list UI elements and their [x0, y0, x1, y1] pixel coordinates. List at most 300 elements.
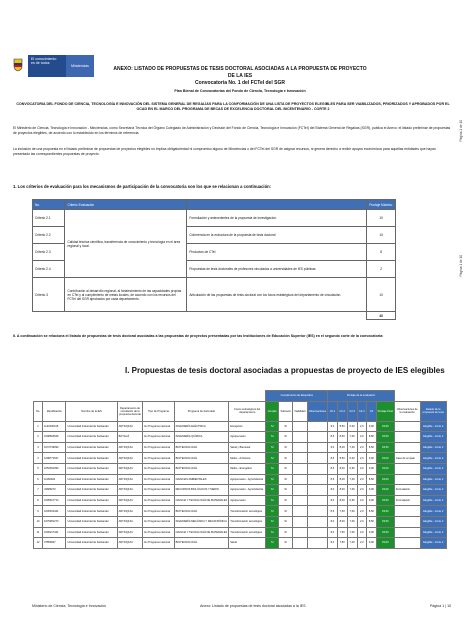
cell-obs: [307, 453, 328, 464]
cell-tipo: En Programa nacional: [143, 474, 174, 485]
cell-cumple: SI: [266, 485, 279, 496]
cell-cumple: SI: [266, 474, 279, 485]
cell-c4: 2,0: [357, 527, 367, 538]
criteria-total: 40: [367, 312, 396, 320]
cell-c3: 7,00: [347, 474, 357, 485]
cell-c3: 7,00: [347, 516, 357, 527]
cell-via: [293, 442, 308, 453]
cell-n: 11: [34, 527, 43, 538]
cell-c1: 8,0: [328, 495, 338, 506]
cell-c1: 8,0: [328, 527, 338, 538]
footer-left: Ministerio de Ciencia, Tecnología e Innovación: [32, 604, 107, 608]
cell-cumple: SI: [266, 506, 279, 517]
table-row: [34, 442, 447, 453]
table-row: [33, 278, 396, 312]
cell-total: 33,50: [376, 516, 394, 527]
side-label-middle: Página 1 de 10: [459, 255, 463, 277]
cell-obs: [307, 527, 328, 538]
cell-c4: 2,0: [357, 421, 367, 432]
cell-estado: Elegible - Corte 2: [420, 474, 446, 485]
cell-c2: 8,00: [337, 516, 347, 527]
cell-via: [293, 453, 308, 464]
cell-via: [293, 432, 308, 443]
cell-ies: Universidad Industrial de Santander: [66, 495, 117, 506]
cell-c2: 8,00: [337, 485, 347, 496]
cell-sub: SI: [279, 463, 293, 474]
cell-c3: 7,00: [347, 442, 357, 453]
cell-foco: Transformación tecnológica: [229, 527, 266, 538]
col-header: C2.2: [337, 401, 347, 421]
cell-c5: 9,00: [367, 485, 377, 496]
cell-prog: CIENCIA Y TECNOLOGÍA DE MATERIALES: [174, 527, 229, 538]
cell-dep: ANTIOQUIA: [117, 474, 143, 485]
criteria-id: Criterio 2.4: [33, 261, 65, 278]
cell-n: 3: [34, 442, 43, 453]
criteria-score: 10: [367, 278, 396, 312]
cell-c4: 2,0: [357, 474, 367, 485]
table-row: [34, 506, 447, 517]
cell-estado: Elegible - Corte 2: [420, 442, 446, 453]
cell-obs: [307, 432, 328, 443]
table-row: [34, 516, 447, 527]
cell-prog: CIENCIAS AMBIENTALES: [174, 474, 229, 485]
criteria-id: Criterio 2.2: [33, 227, 65, 244]
cell-c4: 2,0: [357, 442, 367, 453]
cell-estado: Elegible - Corte 2: [420, 527, 446, 538]
group-header-requisitos: Cumplimiento de Requisitos: [266, 391, 328, 402]
cell-c5: 8,50: [367, 432, 377, 443]
cell-estado: Elegible - Corte 2: [420, 538, 446, 549]
cell-via: [293, 421, 308, 432]
criteria-sub: Formulación y antecedentes de la propuesta de investigación.: [187, 210, 367, 227]
cell-prog: BIOTECNOLOGÍA: [174, 506, 229, 517]
proposals-group-row: [34, 391, 447, 402]
footer-right: Página 1 | 10: [430, 604, 452, 608]
table-row: [34, 432, 447, 443]
criteria-sub: Propuestas de tesis doctorales de profesores vinculados a universidades de IES públicas: [187, 261, 367, 278]
cell-n: 9: [34, 506, 43, 517]
cell-sub: SI: [279, 485, 293, 496]
cell-estado: Elegible - Corte 2: [420, 516, 446, 527]
col-header: C2.4: [357, 401, 367, 421]
cell-foco: Medio - Energético: [229, 463, 266, 474]
cell-tipo: En Programa nacional: [143, 442, 174, 453]
cell-c2: 7,50: [337, 538, 347, 549]
cell-obs: [307, 442, 328, 453]
cell-c1: 9,0: [328, 421, 338, 432]
cell-ies: Universidad Industrial de Santander: [66, 527, 117, 538]
cell-c4: 2,0: [357, 538, 367, 549]
cell-c2: 7,50: [337, 506, 347, 517]
cell-tipo: En Programa nacional: [143, 432, 174, 443]
cell-dep: ANTIOQUIA: [117, 495, 143, 506]
cell-id: 1096217441: [43, 527, 66, 538]
cell-c1: 8,5: [328, 506, 338, 517]
cell-foco: Transformación tecnológica: [229, 516, 266, 527]
cell-c4: 2,0: [357, 463, 367, 474]
cell-obs: [307, 421, 328, 432]
col-header: No.: [34, 401, 43, 421]
cell-c2: 8,50: [337, 421, 347, 432]
cell-ies: Universidad Industrial de Santander: [66, 506, 117, 517]
cell-c3: 7,00: [347, 506, 357, 517]
col-header: Tipo de Programa: [143, 401, 174, 421]
cell-c5: 8,50: [367, 506, 377, 517]
cell-dep: ANTIOQUIA: [117, 463, 143, 474]
table-row: [34, 495, 447, 506]
intro-paragraph: El Ministerio de Ciencia, Tecnología e Innovación - Minciencias, como Secretaría Técnica del Órgano Colegiado de Administración y Decisión del Fondo de Ciencia, Tecnología e Innovación (FCTeI) del Sistema General de Regalías (SGR), publica el Anexo: el listado preliminar de propuestas de proyectos elegibles, de acuerdo con lo establecido en los términos de referencia.: [13, 126, 451, 135]
logo-org: Minciencias: [66, 55, 94, 77]
cell-total: 34,00: [376, 453, 394, 464]
cell-prog: RECURSOS BIOLÓGICOS Y MEDIO: [174, 485, 229, 496]
cell-via: [293, 516, 308, 527]
cell-id: 1072739090: [43, 442, 66, 453]
cell-c2: 8,50: [337, 453, 347, 464]
cell-n: 7: [34, 485, 43, 496]
group-header-puntaje: Puntaje de la evaluación: [328, 391, 395, 402]
cell-obs: [307, 474, 328, 485]
cell-sub: SI: [279, 432, 293, 443]
proposals-body: [34, 421, 447, 548]
cell-cumple: SI: [266, 516, 279, 527]
criteria-id: Criterio 3: [33, 278, 65, 312]
table-row: [34, 474, 447, 485]
cell-dep: ANTIOQUIA: [117, 421, 143, 432]
footer-center: Anexo: Listado de propuestas de tesis doctoral asociadas a la IES: [200, 604, 306, 608]
cell-estado: Elegible - Corte 2: [420, 495, 446, 506]
cell-ies: Universidad Industrial de Santander: [66, 474, 117, 485]
cell-c5: 8,50: [367, 442, 377, 453]
cell-eobs: [394, 463, 420, 474]
cell-ies: Universidad Industrial de Santander: [66, 538, 117, 549]
cell-eobs: [394, 506, 420, 517]
cell-total: 33,50: [376, 495, 394, 506]
col-header: Cumple: [266, 401, 279, 421]
cell-foco: Salud y Bienestar: [229, 442, 266, 453]
cell-dep: ANTIOQUIA: [117, 527, 143, 538]
col-header: C2.1: [328, 401, 338, 421]
cell-obs: [307, 516, 328, 527]
cell-sub: SI: [279, 527, 293, 538]
col-header: Focos estratégicos del departamento: [229, 401, 266, 421]
cell-foco: Energético: [229, 421, 266, 432]
cell-tipo: En Programa nacional: [143, 421, 174, 432]
cell-foco: Agropecuario - Agroindustria: [229, 474, 266, 485]
cell-cumple: SI: [266, 538, 279, 549]
disclaimer-paragraph: La inclusión de una propuesta en el listado preliminar de propuestas de proyectos elegibles no implica obligatoriedad ni compromiso alguno de Minciencias o del FCTeI del SGR de asignar recursos, ni genera derecho a recibir apoyos económicos para aquellas entidades que hayan presentado las correspondientes propuestas de proyecto.: [13, 147, 436, 156]
cell-estado: Elegible - Corte 2: [420, 506, 446, 517]
cell-id: 11182024: [43, 474, 66, 485]
criteria-score: 8: [367, 244, 396, 261]
cell-estado: Elegible - Corte 2: [420, 463, 446, 474]
cell-cumple: SI: [266, 453, 279, 464]
cell-sub: SI: [279, 495, 293, 506]
cell-via: [293, 463, 308, 474]
cell-c5: 9,00: [367, 421, 377, 432]
cell-via: [293, 474, 308, 485]
cell-c1: 8,5: [328, 463, 338, 474]
cell-c5: 9,00: [367, 527, 377, 538]
criteria-header-sub: [187, 200, 367, 210]
cell-total: 34,00: [376, 474, 394, 485]
cell-total: 34,50: [376, 442, 394, 453]
cell-sub: SI: [279, 442, 293, 453]
cell-total: 34,00: [376, 485, 394, 496]
proposals-header-row: [34, 401, 447, 421]
cell-id: 1005310441: [43, 506, 66, 517]
table-row: [34, 527, 447, 538]
cell-c1: 8,5: [328, 432, 338, 443]
cell-n: 2: [34, 432, 43, 443]
table-row: [34, 463, 447, 474]
logo-line1: El conocimiento: [31, 57, 57, 61]
cell-foco: Agropecuario: [229, 495, 266, 506]
cell-total: 33,50: [376, 506, 394, 517]
cell-estado: Elegible - Corte 2: [420, 421, 446, 432]
cell-prog: INGENIERÍA ELÉCTRICA: [174, 421, 229, 432]
cell-id: 1052391090: [43, 463, 66, 474]
criteria-sub: Productos de CTeI: [187, 244, 367, 261]
cell-c3: 6,00: [347, 421, 357, 432]
cell-n: 10: [34, 516, 43, 527]
cell-id: 34689273: [43, 485, 66, 496]
cell-prog: BIOTECNOLOGÍA: [174, 442, 229, 453]
cell-c3: 6,50: [347, 495, 357, 506]
minciencias-logo: [28, 55, 94, 77]
cell-tipo: En Programa nacional: [143, 516, 174, 527]
cell-sub: SI: [279, 453, 293, 464]
plan-subtitle: Plan Bienal de Convocatorias del Fondo de Ciencia, Tecnología e Innovación: [174, 89, 306, 93]
cell-estado: Elegible - Corte 2: [420, 432, 446, 443]
cell-via: [293, 527, 308, 538]
criteria-score: 10: [367, 227, 396, 244]
cell-total: 34,00: [376, 463, 394, 474]
cell-foco: Agropecuario: [229, 432, 266, 443]
cell-tipo: En Programa nacional: [143, 463, 174, 474]
cell-foco: Salud: [229, 538, 266, 549]
cell-c4: 2,0: [357, 495, 367, 506]
table-row: [34, 485, 447, 496]
cell-eobs: [394, 432, 420, 443]
cell-tipo: En Programa nacional: [143, 453, 174, 464]
criteria-id: Criterio 2.3: [33, 244, 65, 261]
criteria-score: 2: [367, 261, 396, 278]
cell-cumple: SI: [266, 421, 279, 432]
cell-eobs: Formulación: [394, 485, 420, 496]
cell-c5: 8,50: [367, 516, 377, 527]
cell-dep: ANTIOQUIA: [117, 516, 143, 527]
cell-c1: 8,0: [328, 516, 338, 527]
cell-total: 33,50: [376, 538, 394, 549]
cell-cumple: SI: [266, 463, 279, 474]
cell-n: 6: [34, 474, 43, 485]
cell-obs: [307, 506, 328, 517]
col-header: Departamento de vinculación de la propuesta doctoral: [117, 401, 143, 421]
cell-c5: 9,00: [367, 463, 377, 474]
cell-c2: 8,50: [337, 432, 347, 443]
cell-obs: [307, 538, 328, 549]
cell-dep: ANTIOQUIA: [117, 442, 143, 453]
cell-ies: Universidad Industrial de Santander: [66, 421, 117, 432]
cell-eobs: [394, 516, 420, 527]
cell-via: [293, 506, 308, 517]
cell-cumple: SI: [266, 442, 279, 453]
col-header: Observaciones: [307, 401, 328, 421]
cell-ies: Universidad Industrial de Santander: [66, 442, 117, 453]
cell-c2: 8,00: [337, 474, 347, 485]
cell-c3: 7,00: [347, 538, 357, 549]
table-row: [34, 538, 447, 549]
cell-id: 1120430415: [43, 421, 66, 432]
col-header: Estado de la propuesta de tesis: [420, 401, 446, 421]
convocatoria-heading: CONVOCATORIA DEL FONDO DE CIENCIA, TECNOLOGÍA E INNOVACIÓN DEL SISTEMA GENERAL DE REGALÍAS PARA LA CONFORMACIÓN DE UNA LISTA DE PROYECTOS ELEGIBLES PARA SER VIABILIZADOS, PRIORIZADOS Y APROBADOS POR EL OCAD EN EL MARCO DEL PROGRAMA DE BECAS DE EXCELENCIA DOCTORAL DEL BICENTENARIO - CORTE 2: [16, 102, 450, 111]
side-label-top: Página 1 de 10: [459, 120, 463, 142]
cell-obs: [307, 485, 328, 496]
col-header: Identificación: [43, 401, 66, 421]
cell-dep: ANTIOQUIA: [117, 538, 143, 549]
title-line2: Convocatoria No. 1 del FCTeI del SGR: [195, 80, 285, 86]
cell-via: [293, 495, 308, 506]
criteria-desc: Contribución al desarrollo regional, al fortalecimiento de las capacidades propias en CTeI y al cumplimiento de metas locales, de acuerdo con los recursos del FCTeI del SGR aprobados por cada departamento.: [65, 278, 187, 312]
cell-ies: Universidad Industrial de Santander: [66, 463, 117, 474]
cell-estado: Elegible - Corte 2: [420, 485, 446, 496]
cell-c5: 9,00: [367, 453, 377, 464]
cell-obs: [307, 495, 328, 506]
cell-eobs: Caso de empate: [394, 453, 420, 464]
cell-tipo: En Programa nacional: [143, 538, 174, 549]
table-row: [33, 210, 396, 227]
proposals-title: I. Propuestas de tesis doctoral asociadas a propuestas de proyecto de IES elegibles: [125, 366, 445, 375]
cell-foco: Transformación tecnológica: [229, 506, 266, 517]
cell-c3: 7,00: [347, 527, 357, 538]
cell-prog: BIOTECNOLOGÍA: [174, 538, 229, 549]
cell-cumple: SI: [266, 495, 279, 506]
cell-total: 33,50: [376, 527, 394, 538]
cell-c4: 2,0: [357, 453, 367, 464]
criteria-sub: Articulación de las propuestas de tesis doctoral con los focos estratégicos del departamento de vinculación.: [187, 278, 367, 312]
cell-eobs: [394, 442, 420, 453]
cell-ies: Universidad Industrial de Santander: [66, 453, 117, 464]
col-header: Viabilidad: [293, 401, 308, 421]
criteria-header-no: No.: [33, 200, 65, 210]
table-row: [34, 421, 447, 432]
cell-cumple: SI: [266, 527, 279, 538]
cell-c1: 8,5: [328, 474, 338, 485]
cell-ies: Universidad Industrial de Santander: [66, 516, 117, 527]
cell-id: 37859927: [43, 538, 66, 549]
cell-prog: INGENIERÍA QUÍMICA: [174, 432, 229, 443]
cell-tipo: En Programa nacional: [143, 485, 174, 496]
cell-c4: 2,0: [357, 506, 367, 517]
criteria-total-row: [33, 312, 396, 320]
cell-c3: 6,50: [347, 463, 357, 474]
cell-n: 5: [34, 463, 43, 474]
section1-heading: 1. Los criterios de evaluación para los mecanismos de participación de la convocatoria son los que se relacionan a continuación:: [13, 184, 272, 189]
criteria-score: 10: [367, 210, 396, 227]
cell-n: 8: [34, 495, 43, 506]
cell-estado: Elegible - Corte 2: [420, 453, 446, 464]
cell-c1: 8,0: [328, 485, 338, 496]
criteria-id: Criterio 2.1: [33, 210, 65, 227]
criteria-header-row: [33, 200, 396, 210]
cell-via: [293, 538, 308, 549]
cell-c2: 8,00: [337, 442, 347, 453]
cell-n: 12: [34, 538, 43, 549]
cell-ies: Universidad Industrial de Santander: [66, 432, 117, 443]
cell-id: 1098694529: [43, 432, 66, 443]
cell-dep: ANTIOQUIA: [117, 453, 143, 464]
cell-id: 1098771627: [43, 453, 66, 464]
cell-id: 1095917714: [43, 495, 66, 506]
cell-n: 4: [34, 453, 43, 464]
col-header: Puntaje Final: [376, 401, 394, 421]
col-header: Programa de doctorado: [174, 401, 229, 421]
cell-foco: Medio - Ambiente: [229, 453, 266, 464]
col-header: Nombre de la IES: [66, 401, 117, 421]
cell-c1: 8,0: [328, 538, 338, 549]
colombia-shield-icon: [13, 58, 23, 72]
cell-c5: 9,00: [367, 538, 377, 549]
col-header: Observaciones de la evaluación: [394, 401, 420, 421]
criteria-header-score: Puntaje Máximo: [367, 200, 396, 210]
criteria-desc: Calidad técnica científica, transferencia de conocimiento y tecnología en el área regional y local.: [65, 210, 187, 278]
criteria-header-eval: Criterio Evaluación: [65, 200, 187, 210]
cell-eobs: [394, 538, 420, 549]
cell-total: 34,50: [376, 432, 394, 443]
criteria-table: [32, 199, 396, 320]
cell-id: 1075281273: [43, 516, 66, 527]
cell-prog: BIOTECNOLOGÍA: [174, 453, 229, 464]
cell-eobs: [394, 527, 420, 538]
table-row: [34, 453, 447, 464]
cell-c1: 9,0: [328, 442, 338, 453]
cell-obs: [307, 463, 328, 474]
cell-total: 34,50: [376, 421, 394, 432]
cell-sub: SI: [279, 421, 293, 432]
cell-sub: SI: [279, 506, 293, 517]
cell-dep: BOYACÁ: [117, 432, 143, 443]
title-line1: ANEXO: LISTADO DE PROPUESTAS DE TESIS DOCTORAL ASOCIADAS A LA PROPUESTA DE PROYECTO DE LA IES: [113, 66, 367, 79]
cell-ies: Universidad Industrial de Santander: [66, 485, 117, 496]
cell-tipo: En Programa nacional: [143, 495, 174, 506]
cell-c1: 8,5: [328, 453, 338, 464]
col-header: C2.3: [347, 401, 357, 421]
cell-prog: CIENCIA Y TECNOLOGÍA DE MATERIALES: [174, 495, 229, 506]
cell-c3: 7,00: [347, 432, 357, 443]
proposals-table: [33, 390, 447, 549]
cell-c3: 7,00: [347, 485, 357, 496]
cell-tipo: En Programa nacional: [143, 506, 174, 517]
cell-eobs: Formulación: [394, 495, 420, 506]
cell-eobs: [394, 474, 420, 485]
cell-c5: 9,00: [367, 495, 377, 506]
cell-dep: ANTIOQUIA: [117, 506, 143, 517]
document-title: [110, 66, 370, 87]
cell-sub: SI: [279, 538, 293, 549]
section2-heading: II. A continuación se relaciona el listado de propuestas de tesis doctoral asociadas a las propuestas de proyectos presentadas por las Instituciones de Educación Superior (IES) en el segundo corte de la convocatoria:: [13, 334, 384, 338]
cell-foco: Agropecuario - Agroindustria: [229, 485, 266, 496]
cell-eobs: [394, 421, 420, 432]
cell-c2: 7,50: [337, 527, 347, 538]
cell-c5: 8,50: [367, 474, 377, 485]
col-header: C3: [367, 401, 377, 421]
col-header: Subsanó: [279, 401, 293, 421]
cell-sub: SI: [279, 474, 293, 485]
logo-line2: es de todos: [31, 61, 50, 66]
cell-dep: ANTIOQUIA: [117, 485, 143, 496]
criteria-sub: Coherencia en la estructura de la propuesta de tesis doctoral: [187, 227, 367, 244]
cell-prog: INGENIERÍA MECÁNICA Y MECATRÓNICA: [174, 516, 229, 527]
